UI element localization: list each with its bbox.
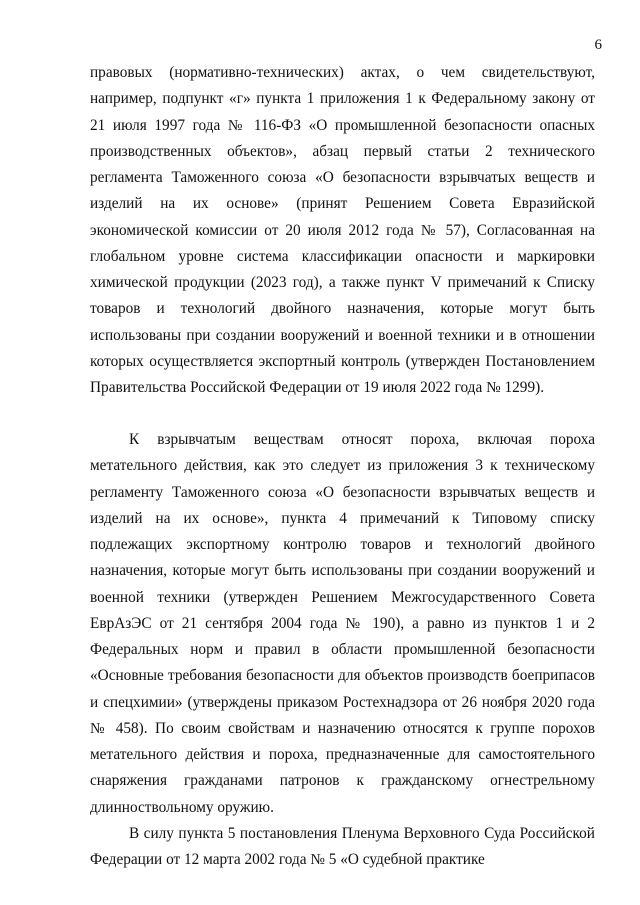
page-number: 6 — [594, 37, 602, 53]
paragraph-explosives: К взрывчатым веществам относят пороха, включая пороха метательного действия, как это следует из приложения 3 к техническому регламенту Таможенного союза «О безопасности взрывчатых веществ и изделий на их основе», пункта 4 примечаний к Типовому списку подлежащих экспортному контролю товаров и технологий двойного назначения, которые могут быть использованы при создании вооружений и военной техники (утвержден Решением Межгосударственного Совета ЕврАзЭС от 21 сентября 2004 года № 190), а равно из пунктов 1 и 2 Федеральных норм и правил в области промышленной безопасности «Основные требования безопасности для объектов производств боеприпасов и спецхимии» (утверждены приказом Ростехнадзора от 26 ноября 2020 года № 458). По своим свойствам и назначению относятся к группе порохов метательного действия и пороха, предназначенные для самостоятельного снаряжения гражданами патронов к гражданскому огнестрельному длинноствольному оружию. — [90, 431, 595, 816]
paragraph-continuation: правовых (нормативно-технических) актах, о чем свидетельствуют, например, подпункт «г» пункта 1 приложения 1 к Федеральному закону от 21 июля 1997 года № 116-ФЗ «О промышленной безопасности опасных производственных объектов», абзац первый статьи 2 технического регламента Таможенного союза «О безопасности взрывчатых веществ и изделий на их основе» (принят Решением Совета Евразийской экономической комиссии от 20 июля 2012 года № 57), Согласованная на глобальном уровне система классификации опасности и маркировки химической продукции (2023 год), а также пункт V примечаний к Списку товаров и технологий двойного назначения, которые могут быть использованы при создании вооружений и военной техники и в отношении которых осуществляется экспортный контроль (утвержден Постановлением Правительства Российской Федерации от 19 июля 2022 года № 1299). — [90, 64, 595, 396]
paragraph-supreme-court: В силу пункта 5 постановления Пленума Верховного Суда Российской Федерации от 12 марта 2002 года № 5 «О судебной практике — [90, 825, 595, 869]
